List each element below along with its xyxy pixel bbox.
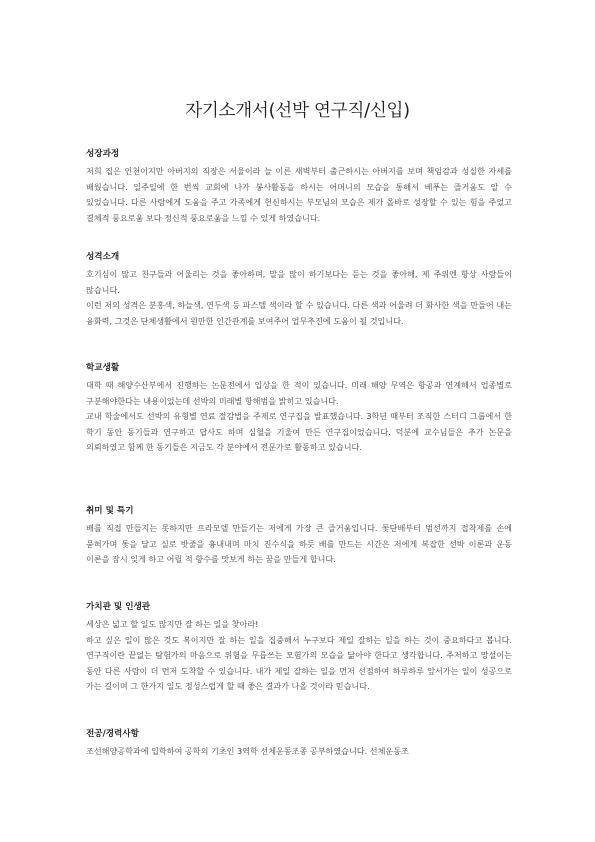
section-paragraph: 하고 싶은 일이 많은 것도 복이지만 잘 하는 일을 집중해서 누구보다 제일 잘하는 일을 하는 것이 중요하다고 봅니다. 연구직이란 끝없는 탐험가의 마음으로 위험을 무릅쓰는 모험가의 모습을 닮아야 한다고 생각합니다. 주저하고 망설이는 동안 다른 사람이 더 먼저 도착할 수 있습니다. 내가 제일 잘하는 일을 먼저 선점하여 하루하루 앞서가는 일이 성공으로 가는 길이며 그 한가지 일도 정성스럽게 할 때 좋은 결과가 나올 것이라 믿습니다. xyxy=(86,634,512,692)
section-heading: 학교생활 xyxy=(86,363,120,373)
section-school-life xyxy=(86,362,512,456)
document-title: 자기소개서(선박 연구직/신입) xyxy=(185,101,410,121)
section-heading: 전공/경력사항 xyxy=(86,729,139,739)
section-growth xyxy=(86,148,512,226)
section-heading: 성장과정 xyxy=(86,149,120,159)
section-heading: 성격소개 xyxy=(86,252,120,262)
section-paragraph: 세상은 넓고 할 일도 많지만 잘 하는 일을 찾아라! xyxy=(86,619,259,629)
section-paragraph: 호기심이 많고 친구들과 어울리는 것을 좋아하며, 말을 많이 하기보다는 듣는 것을 좋아해, 제 주위엔 항상 사람들이 많습니다. xyxy=(86,269,512,295)
section-heading: 가치관 및 인생관 xyxy=(86,602,151,612)
section-personality xyxy=(86,251,512,329)
section-paragraph: 조선해양공학과에 입학하여 공학의 기초인 3역학 선체운동조종 공부하였습니다. 선체운동조 xyxy=(86,746,409,756)
section-paragraph: 교내 학술에서도 선박의 유형별 연료 절감법을 주제로 연구집을 발표했습니다. 3학년 때부터 조직한 스터디 그룹에서 한 학기 동안 동기들과 연구하고 답사도 하며 심혈을 기울여 만든 연구집이었습니다. 덕분에 교수님들은 추가 논문을 의뢰하였고 함께 한 동기들은 지금도 각 분야에서 전문가로 활동하고 있습니다. xyxy=(86,411,512,453)
section-paragraph: 저희 집은 인천이지만 아버지의 직장은 서울이라 늘 이른 새벽부터 출근하시는 아버지를 보며 책임감과 성실한 자세를 배웠습니다. 일주일에 한 번씩 교회에 나가 봉사활동을 하시는 어머니의 모습을 통해서 베푸는 즐거움도 알 수 있었습니다. 다른 사람에게 도움을 주고 가족에게 헌신하시는 부모님의 모습은 제가 올바로 성장할 수 있는 힘을 주었고 결체적 풍요로움 보다 정신적 풍요로움을 느낄 수 있게 하였습니다. xyxy=(86,166,512,223)
section-paragraph: 대학 때 해양수산부에서 진행하는 논문전에서 입상을 한 적이 있습니다. 미래 해양 무역은 항공과 연계해서 업종별로 구분해야한다는 내용이었는데 선박의 미래별 항해범을 밝히고 있습니다. xyxy=(86,380,512,406)
section-hobbies xyxy=(86,505,512,568)
section-heading: 취미 및 특기 xyxy=(86,506,134,516)
section-major-career xyxy=(86,728,512,760)
section-paragraph: 이런 저의 성격은 분홍색, 하늘색, 연두색 등 파스텔 색이라 할 수 있습니다. 다른 색과 어울려 더 화사한 색을 만들어 내는 융화력, 그것은 단체생활에서 원만한 인간관계를 보여주어 업무추진에 도움이 될 것입니다. xyxy=(86,300,512,326)
section-values xyxy=(86,601,512,695)
section-paragraph: 배를 직접 만들지는 못하지만 프라모델 만들기는 저에게 가장 큰 즐거움입니다. 돛단배부터 범선까지 접착제를 손에 묻혀가며 돛을 달고 실로 밧줄을 흉내내며 마치 진수식을 하듯 배를 만드는 시간은 저에게 복잡한 선박 이론과 운동 이론을 잠시 잊게 하고 어릴 적 항수를 맛보게 하는 꿈을 만들게 합니다. xyxy=(86,523,512,565)
